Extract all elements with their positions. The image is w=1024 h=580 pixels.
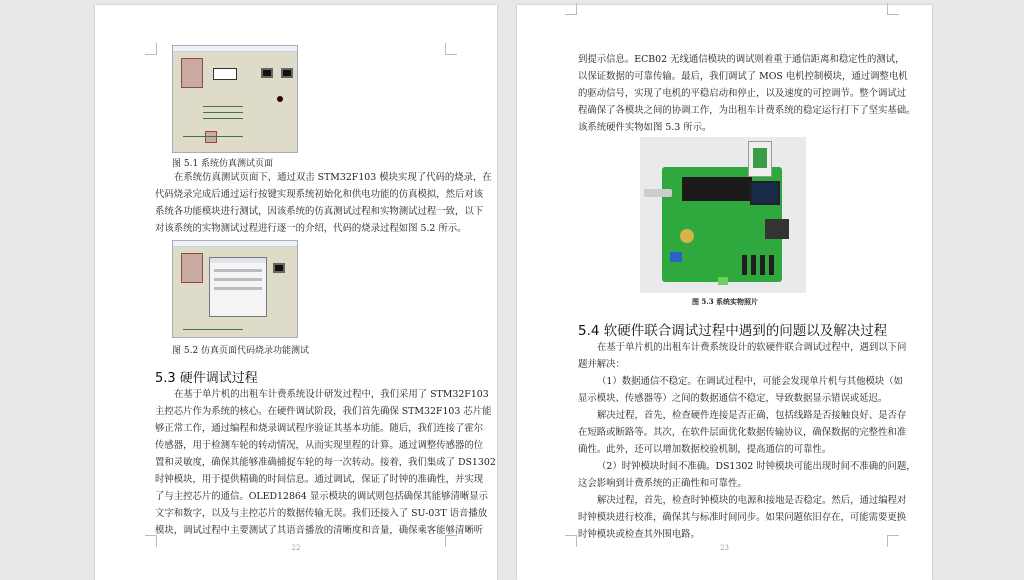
- page-number: 22: [291, 544, 301, 552]
- text-line: 时钟模块，用于提供精确的时间信息。通过调试，保证了时钟的准确性，并实现: [155, 474, 484, 485]
- text-line: 了与主控芯片的通信。OLED12864 显示模块的调试则包括确保其能够清晰显示: [155, 491, 488, 502]
- text-line: 时钟模块或检查其外围电路。: [578, 529, 700, 540]
- text-line: 在基于单片机的出租车计费系统设计研发过程中，我们采用了 STM32F103: [174, 389, 489, 400]
- crop-mark: [445, 43, 457, 55]
- figure-5-1-caption: 图 5.1 系统仿真测试页面: [172, 159, 274, 169]
- section-heading-5-3: 5.3 硬件调试过程: [155, 371, 258, 386]
- text-line: 确性。此外，还可以增加数据校验机制，提高通信的可靠性。: [578, 444, 832, 455]
- text-line: 在短路或断路等。其次，在软件层面优化数据传输协议，确保数据的完整性和准: [578, 427, 907, 438]
- text-line: 在系统仿真测试页面下，通过双击 STM32F103 模块实现了代码的烧录，在: [174, 172, 492, 183]
- text-line: 该系统硬件实物如图 5.3 所示。: [578, 122, 712, 133]
- page-number: 23: [720, 544, 729, 552]
- text-line: 程确保了各模块之间的协调工作，为出租车计费系统的稳定运行打下了坚实基础。: [578, 105, 916, 116]
- text-line: 解决过程，首先，检查硬件连接是否正确，包括线路是否接触良好、是否存: [597, 410, 907, 421]
- text-line: 模块，调试过程中主要测试了其语音播放的清晰度和音量，确保乘客能够清晰听: [155, 525, 484, 536]
- text-line: 代码烧录完成后通过运行按键实现系统初始化和供电功能的仿真模拟，然后对该: [155, 189, 484, 200]
- text-line: （2）时钟模块时间不准确。DS1302 时钟模块可能出现时间不准确的问题，: [597, 461, 916, 472]
- text-line: 题并解决：: [578, 359, 625, 370]
- text-line: 置和灵敏度，确保其能够准确捕捉车轮的每一次转动。接着，我们集成了 DS1302: [155, 457, 496, 468]
- text-line: 传感器，用于检测车轮的转动情况，从而实现里程的计算。通过调整传感器的位: [155, 440, 484, 451]
- text-line: 对该系统的实物测试过程进行逐一的介绍，代码的烧录过程如图 5.2 所示。: [155, 223, 467, 234]
- figure-simulation-page: [172, 45, 298, 153]
- figure-hardware-photo: [640, 137, 806, 293]
- text-line: 到提示信息。ECB02 无线通信模块的调试则着重于通信距离和稳定性的测试，: [578, 54, 905, 65]
- text-line: 显示模块、传感器等）之间的数据通信不稳定，导致数据显示错误或延迟。: [578, 393, 888, 404]
- text-line: 主控芯片作为系统的核心。在硬件调试阶段，我们首先确保 STM32F103 芯片能: [155, 406, 492, 417]
- crop-mark: [565, 3, 577, 15]
- text-line: 系统各功能模块进行测试，因该系统的仿真测试过程和实物测试过程一致，以下: [155, 206, 484, 217]
- text-line: 的驱动信号，实现了电机的平稳启动和停止，以及速度的可控调节。整个调试过: [578, 88, 907, 99]
- crop-mark: [887, 3, 899, 15]
- page-22: [95, 5, 497, 580]
- text-line: 这会影响到计费系统的正确性和可靠性。: [578, 478, 747, 489]
- text-line: （1）数据通信不稳定。在调试过程中，可能会发现单片机与其他模块（如: [597, 376, 903, 387]
- crop-mark: [145, 43, 157, 55]
- text-line: 解决过程，首先，检查时钟模块的电源和接地是否稳定。然后，通过编程对: [597, 495, 907, 506]
- text-line: 时钟模块进行校准，确保其与标准时间同步。如果问题依旧存在，可能需要更换: [578, 512, 907, 523]
- figure-5-3-caption: 图 5.3 系统实物照片: [692, 297, 759, 306]
- figure-5-2-caption: 图 5.2 仿真页面代码烧录功能测试: [172, 346, 310, 356]
- page-23: [517, 5, 932, 580]
- text-line: 以保证数据的可靠传输。最后，我们调试了 MOS 电机控制模块，通过调整电机: [578, 71, 908, 82]
- section-heading-5-4: 5.4 软硬件联合调试过程中遇到的问题以及解决过程: [578, 323, 888, 339]
- text-line: 文字和数字，以及与主控芯片的数据传输无误。我们还接入了 SU-03T 语音播放: [155, 508, 488, 519]
- text-line: 够正常工作，通过编程和烧录调试程序验证其基本功能。随后，我们连接了霍尔: [155, 423, 484, 434]
- figure-code-flash-test: [172, 240, 298, 338]
- text-line: 在基于单片机的出租车计费系统设计的软硬件联合调试过程中，遇到以下问: [597, 342, 907, 353]
